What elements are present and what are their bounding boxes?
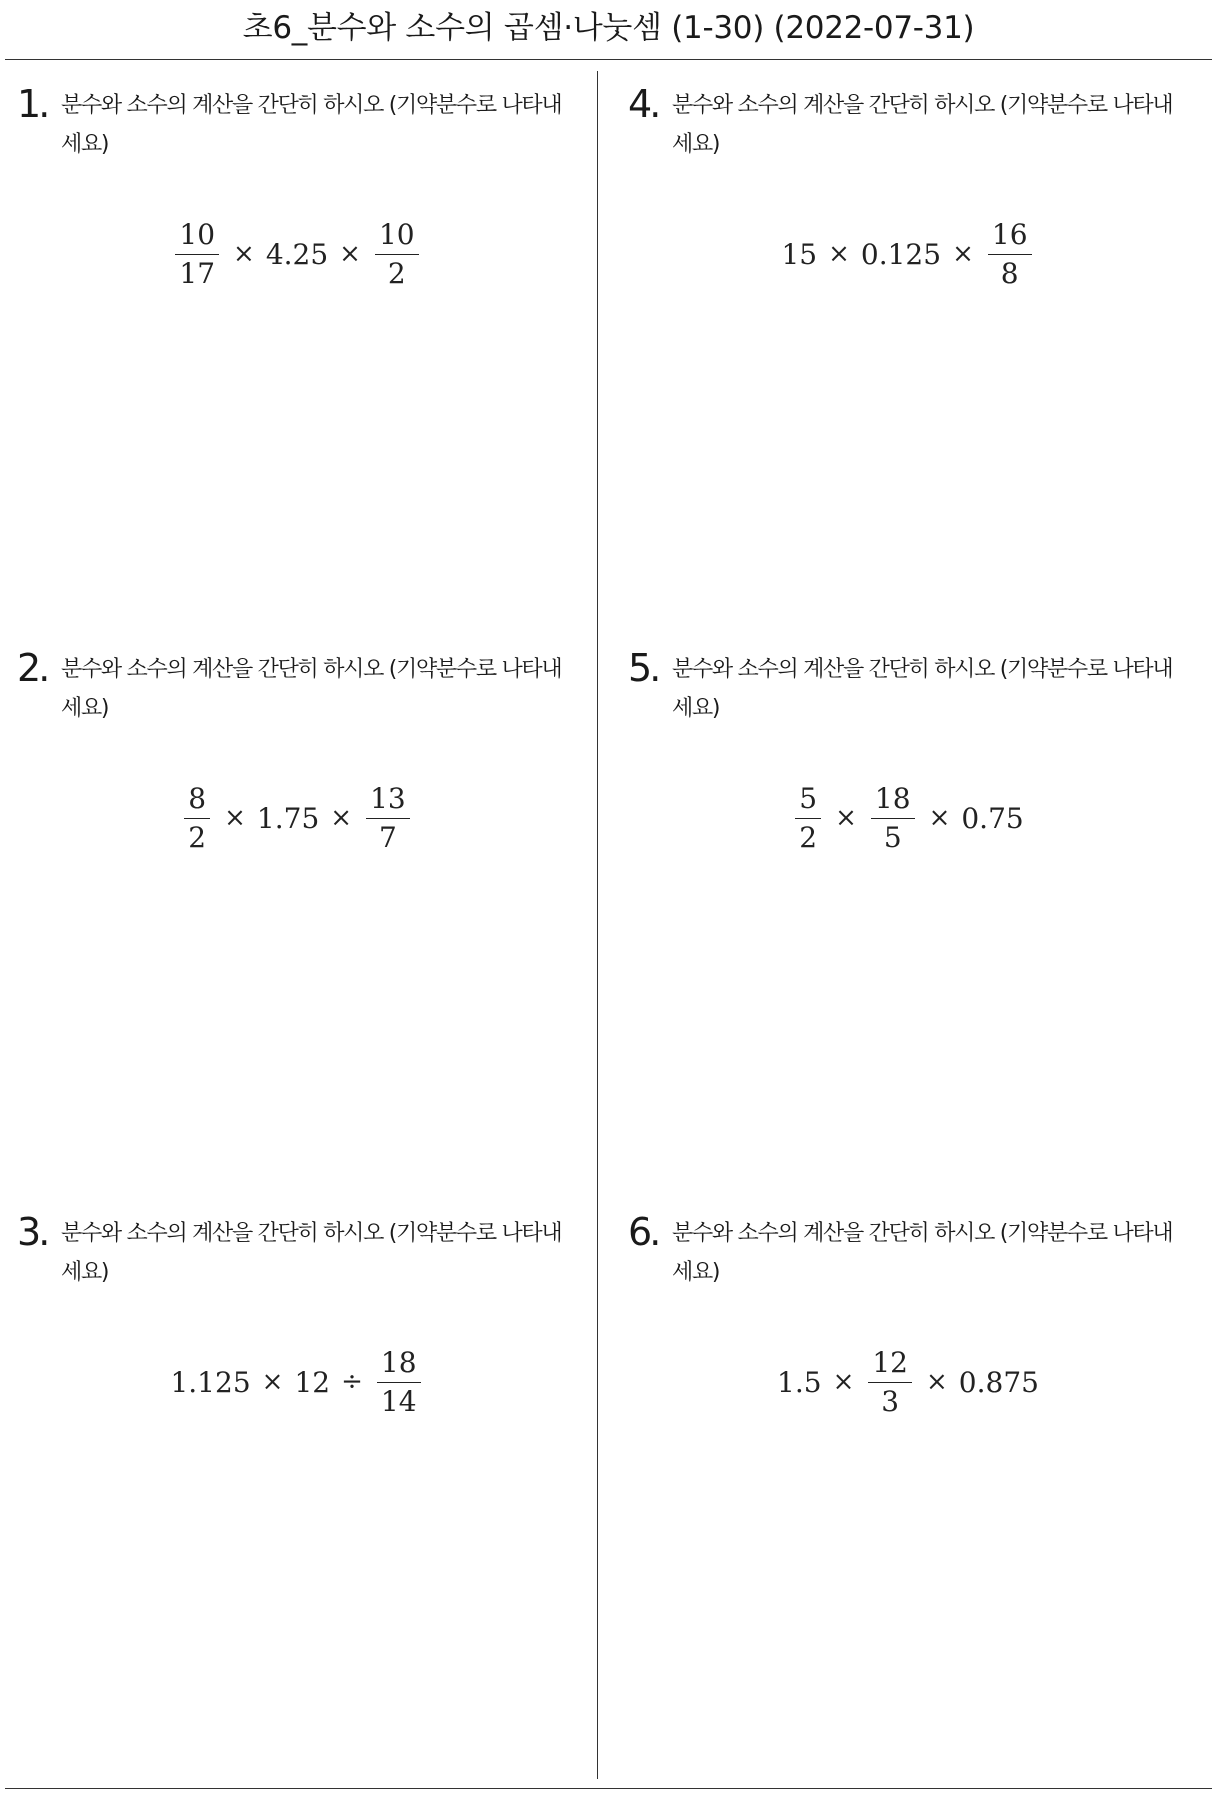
operator: × [952,239,974,269]
fraction-denominator: 8 [1000,256,1019,290]
operator: × [926,1367,948,1397]
fraction-denominator: 14 [380,1384,417,1418]
problem-2 [17,638,577,1178]
number: 4.25 [265,237,329,271]
top-divider [5,59,1212,60]
column-divider [597,71,598,1779]
fraction-denominator: 2 [799,820,818,854]
fraction-denominator: 2 [387,256,406,290]
math-expression [776,1346,1040,1419]
number: 1.125 [170,1365,251,1399]
problem-3 [17,1202,577,1742]
operator: × [339,239,361,269]
fraction-numerator: 12 [868,1346,912,1383]
fraction-numerator: 18 [377,1346,421,1383]
problem-instruction: 분수와 소수의 계산을 간단히 하시오 (기약분수로 나타내세요) [672,93,1173,157]
fraction [377,1346,421,1419]
operator: × [928,803,951,833]
number: 0.125 [860,237,942,271]
fraction-denominator: 2 [188,820,207,854]
page-title: 초6_분수와 소수의 곱셈·나눗셈 (1-30) (2022-07-31) [242,10,975,46]
problem-4 [628,74,1188,614]
operator: ÷ [341,1367,363,1397]
problem-5 [628,638,1188,1178]
number: 0.75 [961,801,1024,835]
problem-number: 1. [17,82,48,126]
operator: × [233,239,255,269]
problem-instruction: 분수와 소수의 계산을 간단히 하시오 (기약분수로 나타내세요) [61,93,562,157]
fraction-numerator: 16 [988,218,1032,255]
operator: × [224,803,246,833]
operator: × [261,1367,284,1397]
problem-instruction: 분수와 소수의 계산을 간단히 하시오 (기약분수로 나타내세요) [61,657,562,721]
number: 0.875 [958,1365,1039,1399]
fraction [375,218,419,291]
math-expression [780,218,1035,291]
problem-number: 4. [628,82,659,126]
math-expression [180,782,413,855]
fraction [175,218,219,291]
math-expression [791,782,1024,855]
fraction [366,782,410,855]
fraction-denominator: 3 [881,1384,900,1418]
fraction [795,782,821,855]
fraction-numerator: 8 [184,782,210,819]
fraction-numerator: 5 [795,782,821,819]
fraction-numerator: 18 [871,782,915,819]
problem-number: 2. [17,646,48,690]
fraction [871,782,915,855]
number: 15 [781,237,818,271]
problem-instruction: 분수와 소수의 계산을 간단히 하시오 (기약분수로 나타내세요) [672,657,1173,721]
fraction-numerator: 13 [366,782,410,819]
problem-number: 5. [628,646,659,690]
problem-1 [17,74,577,614]
bottom-divider [5,1788,1212,1789]
fraction [868,1346,912,1419]
problem-6 [628,1202,1188,1742]
fraction-numerator: 10 [375,218,419,255]
problem-instruction: 분수와 소수의 계산을 간단히 하시오 (기약분수로 나타내세요) [61,1221,562,1285]
fraction [184,782,210,855]
operator: × [832,1367,855,1397]
problem-number: 6. [628,1210,659,1254]
problem-number: 3. [17,1210,48,1254]
operator: × [828,239,850,269]
number: 1.5 [777,1365,822,1399]
operator: × [330,803,353,833]
fraction-denominator: 5 [883,820,902,854]
math-expression [171,218,422,291]
number: 1.75 [256,801,320,835]
math-expression [169,1346,424,1419]
fraction-denominator: 7 [378,820,397,854]
fraction-denominator: 17 [179,256,216,290]
fraction [988,218,1032,291]
fraction-numerator: 10 [175,218,219,255]
operator: × [835,803,857,833]
number: 12 [294,1365,331,1399]
problem-instruction: 분수와 소수의 계산을 간단히 하시오 (기약분수로 나타내세요) [672,1221,1173,1285]
